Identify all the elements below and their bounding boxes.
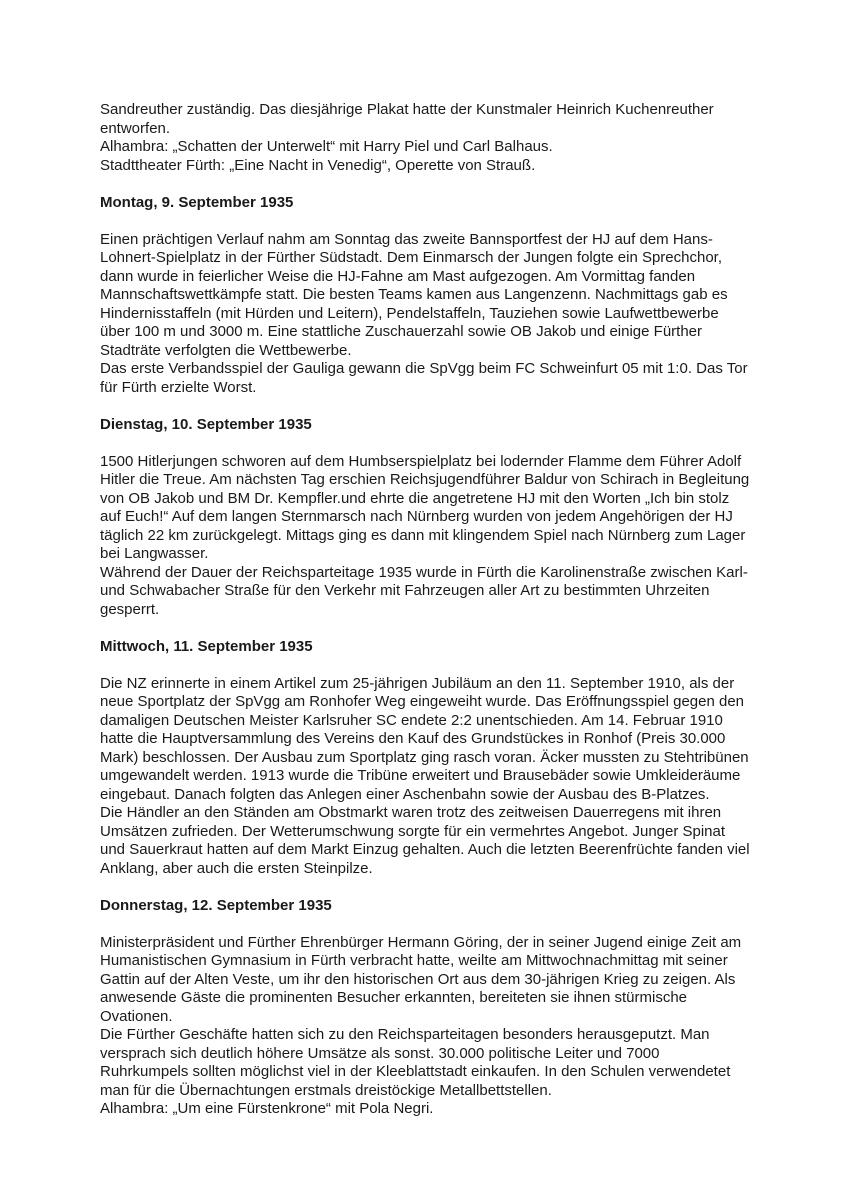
paragraph: Die Fürther Geschäfte hatten sich zu den Reichsparteitagen besonders herausgeputzt. Man versprach sich deutlich höhere Umsätze als sonst. 30.000 politische Leiter und 7000 Ruhrkumpels sollten möglichst viel in der Kleeblattstadt einkaufen. In den Schulen verwendetet man für die Übernachtungen erstmals dreistöckige Metallbettstellen.: [100, 1026, 731, 1099]
paragraph: Während der Dauer der Reichsparteitage 1935 wurde in Fürth die Karolinenstraße zwischen Karl- und Schwabacher Straße für den Verkehr mit Fahrzeugen aller Art zu bestimmten Uhrzeiten gesperrt.: [100, 563, 748, 618]
paragraph: Die NZ erinnerte in einem Artikel zum 25-jährigen Jubiläum an den 11. September 1910, als der neue Sportplatz der SpVgg am Ronhofer Weg eingeweiht wurde. Das Eröffnungsspiel gegen den damaligen Deutschen Meister Karlsruher SC endete 2:2 unentschieden. Am 14. Februar 1910 hatte die Hauptversammlung des Vereins den Kauf des Grundstückes in Ronhof (Preis 30.000 Mark) beschlossen. Der Ausbau zum Sportplatz ging rasch voran. Äcker mussten zu Stehtribünen umgewandelt werden. 1913 wurde die Tribüne erweitert und Brausebäder sowie Umkleideräume eingebaut. Danach folgten das Anlegen einer Aschenbahn sowie der Ausbau des B-Platzes.: [100, 674, 749, 803]
paragraph: Das erste Verbandsspiel der Gauliga gewann die SpVgg beim FC Schweinfurt 05 mit 1:0. Das Tor für Fürth erzielte Worst.: [100, 360, 748, 396]
section-heading: Montag, 9. September 1935: [100, 193, 294, 211]
section-heading: Donnerstag, 12. September 1935: [100, 896, 332, 914]
intro-line: Alhambra: „Schatten der Unterwelt“ mit Harry Piel und Carl Balhaus.: [100, 138, 553, 155]
paragraph: Die Händler an den Ständen am Obstmarkt waren trotz des zeitweisen Dauerregens mit ihren Umsätzen zufrieden. Der Wetterumschwung sorgte für ein vermehrtes Angebot. Junger Spinat und Sauerkraut hatten auf dem Markt Einzug gehalten. Auch die letzten Beerenfrüchte fanden viel Anklang, aber auch die ersten Steinpilze.: [100, 804, 750, 877]
intro-line: Sandreuther zuständig. Das diesjährige Plakat hatte der Kunstmaler Heinrich Kuchenreuther entworfen.: [100, 101, 714, 137]
section-heading: Mittwoch, 11. September 1935: [100, 637, 313, 655]
section-heading: Dienstag, 10. September 1935: [100, 415, 312, 433]
paragraph: Einen prächtigen Verlauf nahm am Sonntag das zweite Bannsportfest der HJ auf dem Hans-Lohnert-Spielplatz in der Fürther Südstadt. Dem Einmarsch der Jungen folgte ein Sprechchor, dann wurde in feierlicher Weise die HJ-Fahne am Mast aufgezogen. Am Vormittag fanden Mannschaftswettkämpfe statt. Die besten Teams kamen aus Langenzenn. Nachmittags gab es Hindernisstaffeln (mit Hürden und Leitern), Pendelstaffeln, Tauziehen sowie Laufwettbewerbe über 100 m und 3000 m. Eine stattliche Zuschauerzahl sowie OB Jakob und einige Fürther Stadträte verfolgten die Wettbewerbe.: [100, 230, 728, 359]
paragraph: Ministerpräsident und Fürther Ehrenbürger Hermann Göring, der in seiner Jugend einige Zeit am Humanistischen Gymnasium in Fürth verbracht hatte, weilte am Mittwochnachmittag mit seiner Gattin auf der Alten Veste, um ihr den historischen Ort aus dem 30-jährigen Krieg zu zeigen. Als anwesende Gäste die prominenten Besucher erkannten, bereiteten sie ihnen stürmische Ovationen.: [100, 933, 742, 1025]
paragraph: Alhambra: „Um eine Fürstenkrone“ mit Pola Negri.: [100, 1100, 434, 1117]
paragraph: 1500 Hitlerjungen schworen auf dem Humbserspielplatz bei lodernder Flamme dem Führer Adolf Hitler die Treue. Am nächsten Tag erschien Reichsjugendführer Baldur von Schirach in Begleitung von OB Jakob und BM Dr. Kempfler.und ehrte die angetretene HJ mit den Worten „Ich bin stolz auf Euch!“ Auf dem langen Sternmarsch nach Nürnberg wurden von jedem Angehörigen der HJ täglich 22 km zurückgelegt. Mittags ging es dann mit klingendem Spiel nach Nürnberg zum Lager bei Langwasser.: [100, 452, 750, 562]
intro-line: Stadttheater Fürth: „Eine Nacht in Venedig“, Operette von Strauß.: [100, 156, 536, 174]
